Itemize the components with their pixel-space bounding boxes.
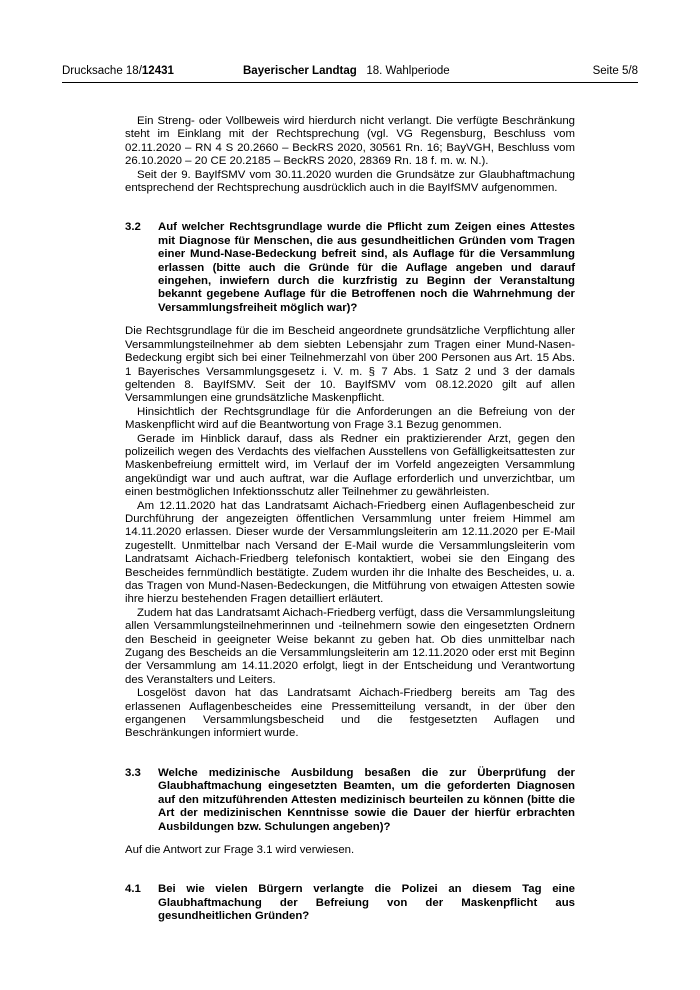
question-text: Welche medizinische Ausbildung besaßen die zur Überprüfung der Glaubhaftmachung eingesetzten Beamten, um die geforderten Diagnosen auf den mitzuführenden Attesten medizinisch beurteilen zu können (bitte die Art der medizinischen Kenntnisse sowie die Dauer der hierfür erbrachten Ausbildungen bzw. Schulungen angeben)?: [158, 766, 575, 833]
answer-paragraph: Losgelöst davon hat das Landratsamt Aichach-Friedberg bereits am Tag des erlassenen Auflagenbescheides eine Pressemitteilung versandt, in der über den ergangenen Versammlungsbescheid und die festgesetzten Auflagen und Beschränkungen informiert wurde.: [125, 687, 575, 740]
answer-paragraph: Am 12.11.2020 hat das Landratsamt Aichach-Friedberg einen Auflagenbescheid zur Durchführung der angezeigten öffentlichen Versammlung unter freiem Himmel am 14.11.2020 erlassen. Dieser wurde der Versammlungsleiterin am 12.11.2020 per E-Mail zugestellt. Unmittelbar nach Versand der E-Mail wurde die Versammlungsleiterin vom Landratsamt Aichach-Friedberg telefonisch kontaktiert, wobei sie den Eingang des Bescheides fernmündlich bestätigte. Zudem wurden ihr die Inhalte des Bescheides, u. a. das Tragen von Mund-Nasen-Bedeckungen, die Mitführung von etwaigen Attesten sowie ihre hierzu bestehenden Fragen detailliert erläutert.: [125, 499, 575, 606]
intro-paragraph-2: Seit der 9. BayIfSMV vom 30.11.2020 wurden die Grundsätze zur Glaubhaftmachung entsprechend der Rechtsprechung ausdrücklich auch in die BayIfSMV aufgenommen.: [125, 168, 575, 195]
doc-number: 12431: [141, 65, 174, 77]
question-number: 4.1: [125, 883, 141, 896]
doc-prefix: Drucksache 18/: [62, 65, 142, 77]
question-number: 3.3: [125, 766, 141, 779]
answer-paragraph: Zudem hat das Landratsamt Aichach-Friedberg verfügt, dass die Versammlungsleitung allen Versammlungsteilnehmerinnen und -teilnehmern sowie den eingesetzten Ordnern den Bescheid in geeigneter Weise bekannt zu geben hat. Ob dies unmittelbar nach Zugang des Bescheids an die Versammlungsleiterin am 12.11.2020 oder erst mit Beginn der Versammlung am 14.11.2020 erfolgt, liegt in der Entscheidung und Verantwortung des Veranstalters und Leiters.: [125, 606, 575, 686]
question-number: 3.2: [125, 221, 141, 234]
legislative-period: 18. Wahlperiode: [366, 65, 450, 77]
document-number: [62, 64, 174, 78]
institution-line: [243, 64, 450, 78]
header-rule: [62, 82, 638, 83]
question-4-1: [125, 883, 575, 923]
answer-paragraph: Die Rechtsgrundlage für die im Bescheid angeordnete grundsätzliche Verpflichtung aller Versammlungsteilnehmer ab dem siebten Lebensjahr zum Tragen einer Mund-Nasen-Bedeckung ergibt sich bei einer Teilnehmerzahl von über 200 Personen aus Art. 15 Abs. 1 Bayerisches Versammlungsgesetz i. V. m. § 7 Abs. 1 Satz 2 und 3 der damals geltenden 8. BayIfSMV. Seit der 10. BayIfSMV vom 08.12.2020 gilt auf allen Versammlungen eine grundsätzliche Maskenpflicht.: [125, 325, 575, 405]
answer-3-3: Auf die Antwort zur Frage 3.1 wird verwiesen.: [125, 843, 355, 856]
institution: Bayerischer Landtag: [243, 65, 357, 77]
question-3-2: [125, 221, 575, 315]
page-number: Seite 5/8: [592, 65, 638, 77]
question-text: Bei wie vielen Bürgern verlangte die Polizei an diesem Tag eine Glaubhaftmachung der Befreiung von der Maskenpflicht aus gesundheitlichen Gründen?: [158, 883, 575, 923]
answer-paragraph: Hinsichtlich der Rechtsgrundlage für die Anforderungen an die Befreiung von der Maskenpflicht wird auf die Beantwortung von Frage 3.1 Bezug genommen.: [125, 405, 575, 432]
question-text: Auf welcher Rechtsgrundlage wurde die Pflicht zum Zeigen eines Attestes mit Diagnose für Menschen, die aus gesundheitlichen Gründen vom Tragen einer Mund-Nase-Bedeckung befreit sind, als Auflage für die Versammlung erlassen (bitte auch die Gründe für die Auflage angeben und darauf eingehen, inwiefern durch die kurzfristig zu Beginn der Veranstaltung bekannt gegebene Auflage für die Betroffenen noch die Wahrnehmung der Versammlungsfreiheit möglich war)?: [158, 221, 575, 314]
question-3-3: [125, 767, 575, 834]
intro-paragraph-1: Ein Streng- oder Vollbeweis wird hierdurch nicht verlangt. Die verfügte Beschränkung steht im Einklang mit der Rechtsprechung (vgl. VG Regensburg, Beschluss vom 02.11.2020 – RN 4 S 20.2660 – BeckRS 2020, 30561 Rn. 16; BayVGH, Beschluss vom 26.10.2020 – 20 CE 20.2185 – BeckRS 2020, 28369 Rn. 18 f. m. w. N.).: [125, 115, 575, 168]
page-content: [125, 115, 575, 924]
answer-paragraph: Gerade im Hinblick darauf, dass als Redner ein praktizierender Arzt, gegen den polizeilich wegen des Verdachts des vielfachen Ausstellens von Gefälligkeitsattesten zur Maskenbefreiung ermittelt wird, im Verlauf der im Vorfeld angezeigten Versammlung angekündigt war und auch auftrat, war die Auflage erforderlich und unverzichtbar, um einen bestmöglichen Infektionsschutz aller Teilnehmer zu gewährleisten.: [125, 432, 575, 499]
